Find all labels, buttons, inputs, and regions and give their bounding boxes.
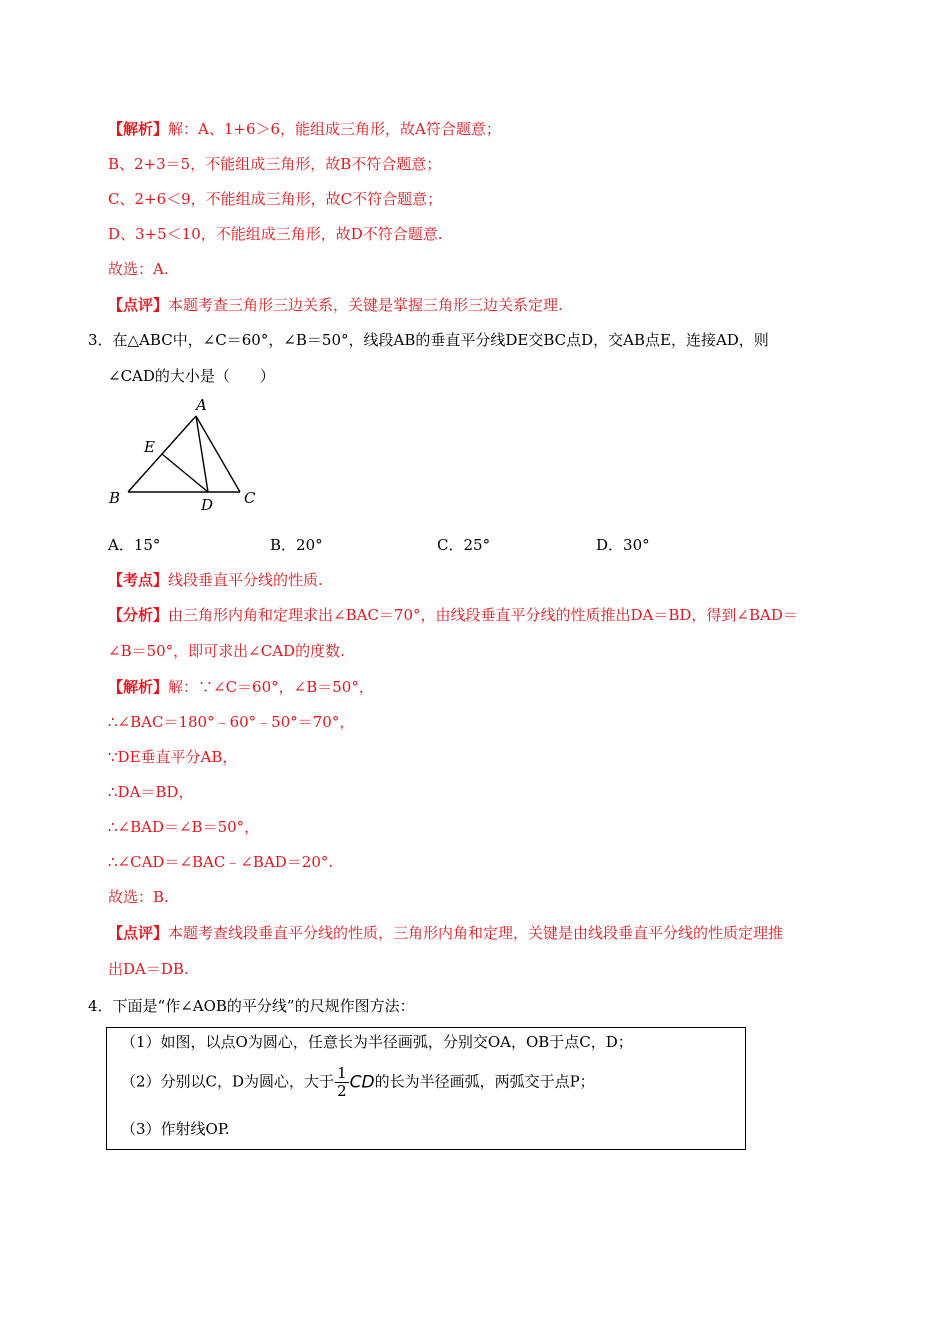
q2-answer: 故选：A. xyxy=(108,260,169,278)
step2-cd: CD xyxy=(349,1072,375,1093)
q3-kaodian: 线段垂直平分线的性质. xyxy=(168,571,323,589)
procedure-box xyxy=(106,1027,746,1150)
q3-answer: 故选：B. xyxy=(108,888,169,906)
q3-stem-text: 在△ABC中，∠C＝60°，∠B＝50°，线段AB的垂直平分线DE交BC点D，交AB点E，连接AD，则 xyxy=(112,331,769,349)
q3-step-2: ∵DE垂直平分AB， xyxy=(108,748,238,766)
q3-stem-line2: ∠CAD的大小是（ ） xyxy=(108,367,275,385)
q3-number: 3． xyxy=(88,331,113,349)
kaodian-tag: 【考点】 xyxy=(108,571,169,589)
q3-fenxi-line xyxy=(108,605,798,625)
q3-fenxi-line1: 由三角形内角和定理求出∠BAC＝70°，由线段垂直平分线的性质推出DA＝BD，得到∠BAD＝ xyxy=(168,606,798,624)
step2-prefix: （2）分别以C，D为圆心，大于 xyxy=(121,1072,335,1091)
jiexi-tag: 【解析】 xyxy=(108,678,169,696)
option-c[interactable]: C．25° xyxy=(437,536,491,554)
q4-stem xyxy=(88,996,415,1016)
q3-jiexi-line xyxy=(108,677,374,697)
q2-line3: C、2+6＜9，不能组成三角形，故C不符合题意； xyxy=(108,190,443,208)
jiexi-tag: 【解析】 xyxy=(108,120,169,138)
q3-step-0: 解：∵∠C＝60°，∠B＝50°， xyxy=(168,678,374,696)
fraction-numerator: 1 xyxy=(337,1064,347,1082)
fraction-denominator: 2 xyxy=(337,1082,347,1100)
q3-step-5: ∴∠CAD＝∠BAC﹣∠BAD＝20°. xyxy=(108,853,334,871)
fenxi-tag: 【分析】 xyxy=(108,606,169,624)
segment-de xyxy=(162,454,208,492)
q3-kaodian-line xyxy=(108,570,323,590)
option-d[interactable]: D．30° xyxy=(596,536,650,554)
q3-step-4: ∴∠BAD＝∠B＝50°， xyxy=(108,818,260,836)
label-e: E xyxy=(144,438,155,456)
q2-line4: D、3+5＜10，不能组成三角形，故D不符合题意. xyxy=(108,225,443,243)
q4-stem-text: 下面是“作∠AOB的平分线”的尺规作图方法： xyxy=(112,997,415,1015)
q3-dianping-line2: 出DA＝DB. xyxy=(108,960,189,978)
label-b: B xyxy=(109,489,121,507)
q3-step-3: ∴DA＝BD， xyxy=(108,783,194,801)
option-b[interactable]: B．20° xyxy=(270,536,323,554)
option-a[interactable]: A．15° xyxy=(108,536,161,554)
label-a: A xyxy=(196,396,207,414)
procedure-step-2 xyxy=(121,1065,595,1100)
procedure-step-1: （1）如图，以点O为圆心，任意长为半径画弧，分别交OA，OB于点C，D； xyxy=(121,1033,633,1051)
one-half-fraction xyxy=(335,1065,349,1100)
procedure-step-3: （3）作射线OP. xyxy=(121,1120,230,1138)
label-c: C xyxy=(244,489,256,507)
triangle-figure xyxy=(104,394,274,519)
q4-number: 4． xyxy=(88,997,113,1015)
q2-line2: B、2+3＝5，不能组成三角形，故B不符合题意； xyxy=(108,155,442,173)
q2-line1: 解：A、1+6＞6，能组成三角形，故A符合题意； xyxy=(168,120,501,138)
q2-dianping-line xyxy=(108,295,563,315)
label-d: D xyxy=(201,496,214,514)
q3-step-1: ∴∠BAC＝180°﹣60°﹣50°＝70°， xyxy=(108,713,355,731)
q3-dianping-line xyxy=(108,923,783,943)
q3-stem-line1 xyxy=(88,330,769,350)
dianping-tag: 【点评】 xyxy=(108,296,169,314)
q2-jiexi-line xyxy=(108,119,501,139)
q2-dianping: 本题考查三角形三边关系，关键是掌握三角形三边关系定理. xyxy=(168,296,563,314)
q3-dianping-line1: 本题考查线段垂直平分线的性质，三角形内角和定理，关键是由线段垂直平分线的性质定理推 xyxy=(168,924,784,942)
step2-suffix: 的长为半径画弧，两弧交于点P； xyxy=(374,1072,595,1091)
dianping-tag: 【点评】 xyxy=(108,924,169,942)
q3-fenxi-line2: ∠B＝50°，即可求出∠CAD的度数. xyxy=(108,642,345,660)
